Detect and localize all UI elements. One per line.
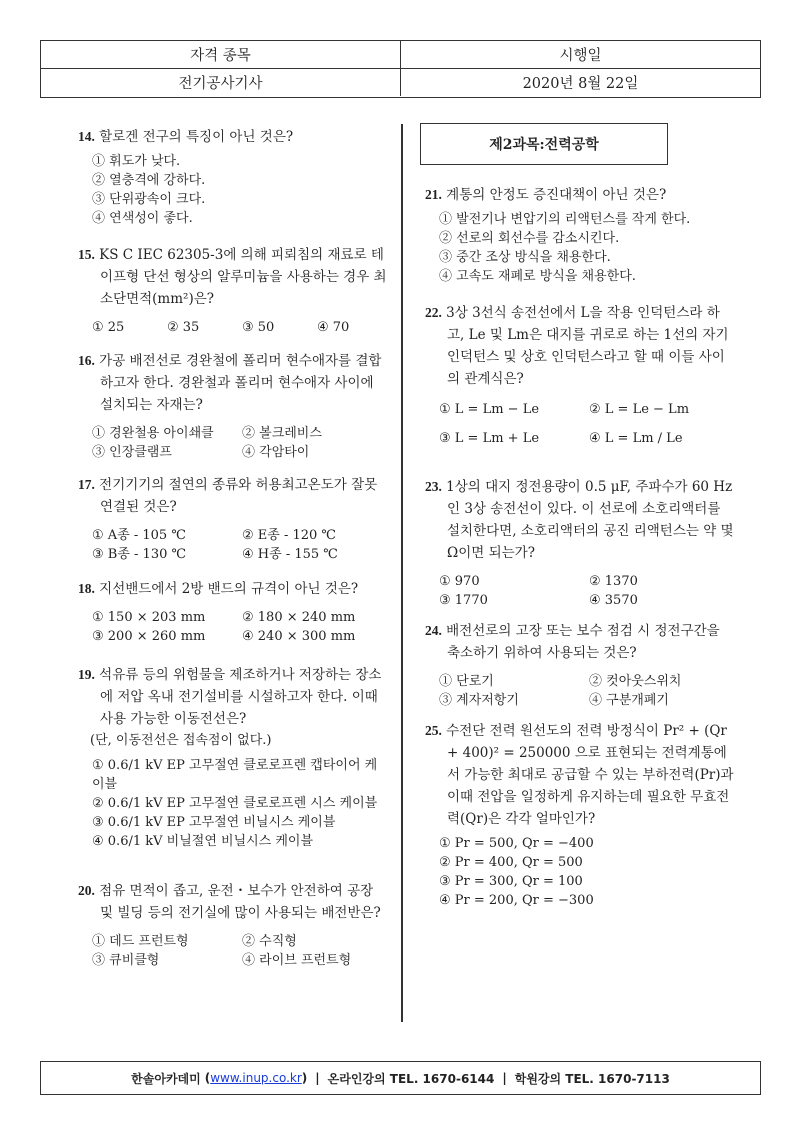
option-2[interactable]: ② 1370 [589, 574, 638, 589]
qualification-value: 전기공사기사 [178, 76, 263, 92]
question-text: 15. KS C IEC 62305-3에 의해 피뢰침의 재료로 테이프형 단선 형상의 알루미늄을 사용하는 경우 최소단면적(mm²)은? [78, 247, 387, 307]
question-text: 21. 계통의 안정도 증진대책이 아닌 것은? [425, 187, 667, 203]
option-2[interactable]: ② 컷아웃스위치 [589, 674, 682, 689]
option-1[interactable]: ① 경완철용 아이쇄클 [92, 426, 214, 441]
option-3[interactable]: ③ Pr = 300, Qr = 100 [439, 874, 583, 889]
academy-name: 한솔아카데미 [131, 1071, 201, 1086]
exam-date-label: 시행일 [400, 41, 760, 68]
option-2[interactable]: ② Pr = 400, Qr = 500 [439, 855, 583, 870]
options [78, 608, 388, 646]
option-3[interactable]: ③ 큐비클형 [92, 953, 160, 968]
question-text: 16. 가공 배전선로 경완철에 폴리머 현수애자를 결합하고자 한다. 경완철과 폴리머 현수애자 사이에 설치되는 자재는? [78, 353, 382, 413]
option-2[interactable]: ② 볼크레비스 [242, 426, 322, 441]
option-4[interactable]: ④ 구분개폐기 [589, 693, 669, 708]
option-3[interactable]: ③ 계자저항기 [439, 693, 519, 708]
question-text: 23. 1상의 대지 정전용량이 0.5 μF, 주파수가 60 Hz인 3상 송전선이 있다. 이 선로에 소호리액터를 설치한다면, 소호리액터의 공진 리액턴스는 약 몇 Ω이면 되는가? [425, 479, 734, 561]
question-22 [425, 302, 735, 448]
option-4[interactable]: ④ 240 × 300 mm [242, 629, 356, 644]
option-1[interactable]: ① A종 - 105 ℃ [92, 528, 186, 543]
question-text: 22. 3상 3선식 송전선에서 L을 작용 인덕턴스라 하고, Le 및 Lm은 대지를 귀로로 하는 1선의 자기 인덕턴스 및 상호 인덕턴스라고 할 때 이들 사이의 관계식은? [425, 305, 729, 387]
question-19 [78, 664, 388, 851]
option-1[interactable]: ① 970 [439, 574, 480, 589]
option-4[interactable]: ④ H종 - 155 ℃ [242, 547, 338, 562]
option-1[interactable]: ① 휘도가 낮다. [92, 154, 181, 169]
question-text: 14. 할로겐 전구의 특징이 아닌 것은? [78, 129, 294, 145]
option-3[interactable]: ③ L = Lm + Le [439, 431, 540, 446]
option-4[interactable]: ④ 라이브 프런트형 [242, 953, 352, 968]
question-16 [78, 350, 388, 462]
question-text: 19. 석유류 등의 위험물을 제조하거나 저장하는 장소에 저압 옥내 전기설비를 시설하고자 한다. 이때 사용 가능한 이동전선은? [78, 667, 382, 727]
options [425, 210, 735, 286]
options [425, 400, 735, 448]
option-3[interactable]: ③ B종 - 130 ℃ [92, 547, 187, 562]
question-text: 25. 수전단 전력 원선도의 전력 방정식이 Pr² + (Qr + 400)² = 250000 으로 표현되는 전력계통에서 가능한 최대로 공급할 수 있는 부하전력(Pr)과 이때 전압을 일정하게 유지하는데 필요한 무효전력(Qr)은 각각 얼마인가? [425, 723, 734, 827]
question-15 [78, 244, 388, 337]
question-21 [425, 184, 735, 286]
option-1[interactable]: ① 단로기 [439, 674, 494, 689]
option-1[interactable]: ① Pr = 500, Qr = −400 [439, 836, 594, 851]
option-2[interactable]: ② E종 - 120 ℃ [242, 528, 336, 543]
option-3[interactable]: ③ 1770 [439, 593, 488, 608]
footer-separator: | [315, 1071, 320, 1085]
options [425, 834, 735, 910]
academy-website-link[interactable]: www.inup.co.kr [210, 1071, 302, 1085]
question-18 [78, 578, 388, 646]
options [78, 932, 388, 970]
question-23 [425, 476, 735, 610]
header-table [40, 40, 761, 98]
option-3[interactable]: ③ 중간 조상 방식을 채용한다. [439, 250, 611, 265]
option-3[interactable]: ③ 200 × 260 mm [92, 629, 206, 644]
option-1[interactable]: ① L = Lm − Le [439, 402, 540, 417]
question-20 [78, 880, 388, 970]
header-label-row [41, 41, 760, 68]
option-3[interactable]: ③ 인장클램프 [92, 445, 172, 460]
option-1[interactable]: ① 0.6/1 kV EP 고무절연 클로로프렌 캡타이어 케이블 [92, 758, 378, 792]
option-1[interactable]: ① 150 × 203 mm [92, 610, 206, 625]
options [425, 572, 735, 610]
option-3[interactable]: ③ 단위광속이 크다. [92, 192, 206, 207]
option-4[interactable]: ④ 고속도 재폐로 방식을 채용한다. [439, 269, 636, 284]
subject-title-box: 제2과목:전력공학 [420, 123, 668, 165]
option-4[interactable]: ④ 연색성이 좋다. [92, 211, 193, 226]
option-2[interactable]: ② 0.6/1 kV EP 고무절연 클로로프렌 시스 케이블 [92, 796, 378, 811]
option-1[interactable]: ① 데드 프런트형 [92, 934, 189, 949]
qualification-label: 자격 종목 [190, 48, 251, 64]
header-value-row [41, 68, 760, 96]
question-17 [78, 474, 388, 564]
option-3[interactable]: ③ 50 [242, 320, 275, 335]
options [78, 318, 388, 337]
question-note: (단, 이동전선은 접속점이 없다.) [90, 733, 272, 748]
option-4[interactable]: ④ L = Lm / Le [589, 431, 683, 446]
option-2[interactable]: ② 180 × 240 mm [242, 610, 356, 625]
option-4[interactable]: ④ 0.6/1 kV 비닐절연 비닐시스 케이블 [92, 834, 314, 849]
options [425, 672, 735, 710]
option-1[interactable]: ① 25 [92, 320, 125, 335]
question-25 [425, 720, 735, 910]
option-3[interactable]: ③ 0.6/1 kV EP 고무절연 비닐시스 케이블 [92, 815, 336, 830]
exam-date-value: 2020년 8월 22일 [400, 69, 760, 96]
option-4[interactable]: ④ 3570 [589, 593, 638, 608]
option-4[interactable]: ④ 70 [317, 320, 350, 335]
question-text: 17. 전기기기의 절연의 종류와 허용최고온도가 잘못 연결된 것은? [78, 477, 378, 515]
option-4[interactable]: ④ 각암타이 [242, 445, 310, 460]
option-2[interactable]: ② 수직형 [242, 934, 297, 949]
footer-separator: | [502, 1071, 507, 1085]
options [78, 756, 388, 851]
options [78, 526, 388, 564]
option-2[interactable]: ② L = Le − Lm [589, 402, 690, 417]
option-2[interactable]: ② 35 [167, 320, 200, 335]
question-text: 24. 배전선로의 고장 또는 보수 점검 시 정전구간을 축소하기 위하여 사용되는 것은? [425, 623, 720, 661]
options [78, 424, 388, 462]
column-divider [401, 124, 403, 1022]
footer-bar: 한솔아카데미 ( www.inup.co.kr ) | 온라인강의 TEL. 1670-6144 | 학원강의 TEL. 1670-7113 [40, 1061, 761, 1095]
question-14 [78, 126, 388, 228]
option-1[interactable]: ① 발전기나 변압기의 리액턴스를 작게 한다. [439, 212, 691, 227]
online-lecture-phone: 온라인강의 TEL. 1670-6144 [327, 1071, 495, 1086]
option-4[interactable]: ④ Pr = 200, Qr = −300 [439, 893, 594, 908]
options [78, 152, 388, 228]
question-text: 20. 점유 면적이 좁고, 운전・보수가 안전하여 공장 및 빌딩 등의 전기실에 많이 사용되는 배전반은? [78, 883, 381, 921]
option-2[interactable]: ② 선로의 회선수를 감소시킨다. [439, 231, 620, 246]
option-2[interactable]: ② 열충격에 강하다. [92, 173, 206, 188]
question-text: 18. 지선밴드에서 2방 밴드의 규격이 아닌 것은? [78, 581, 359, 597]
offline-lecture-phone: 학원강의 TEL. 1670-7113 [514, 1071, 670, 1086]
question-24 [425, 620, 735, 710]
